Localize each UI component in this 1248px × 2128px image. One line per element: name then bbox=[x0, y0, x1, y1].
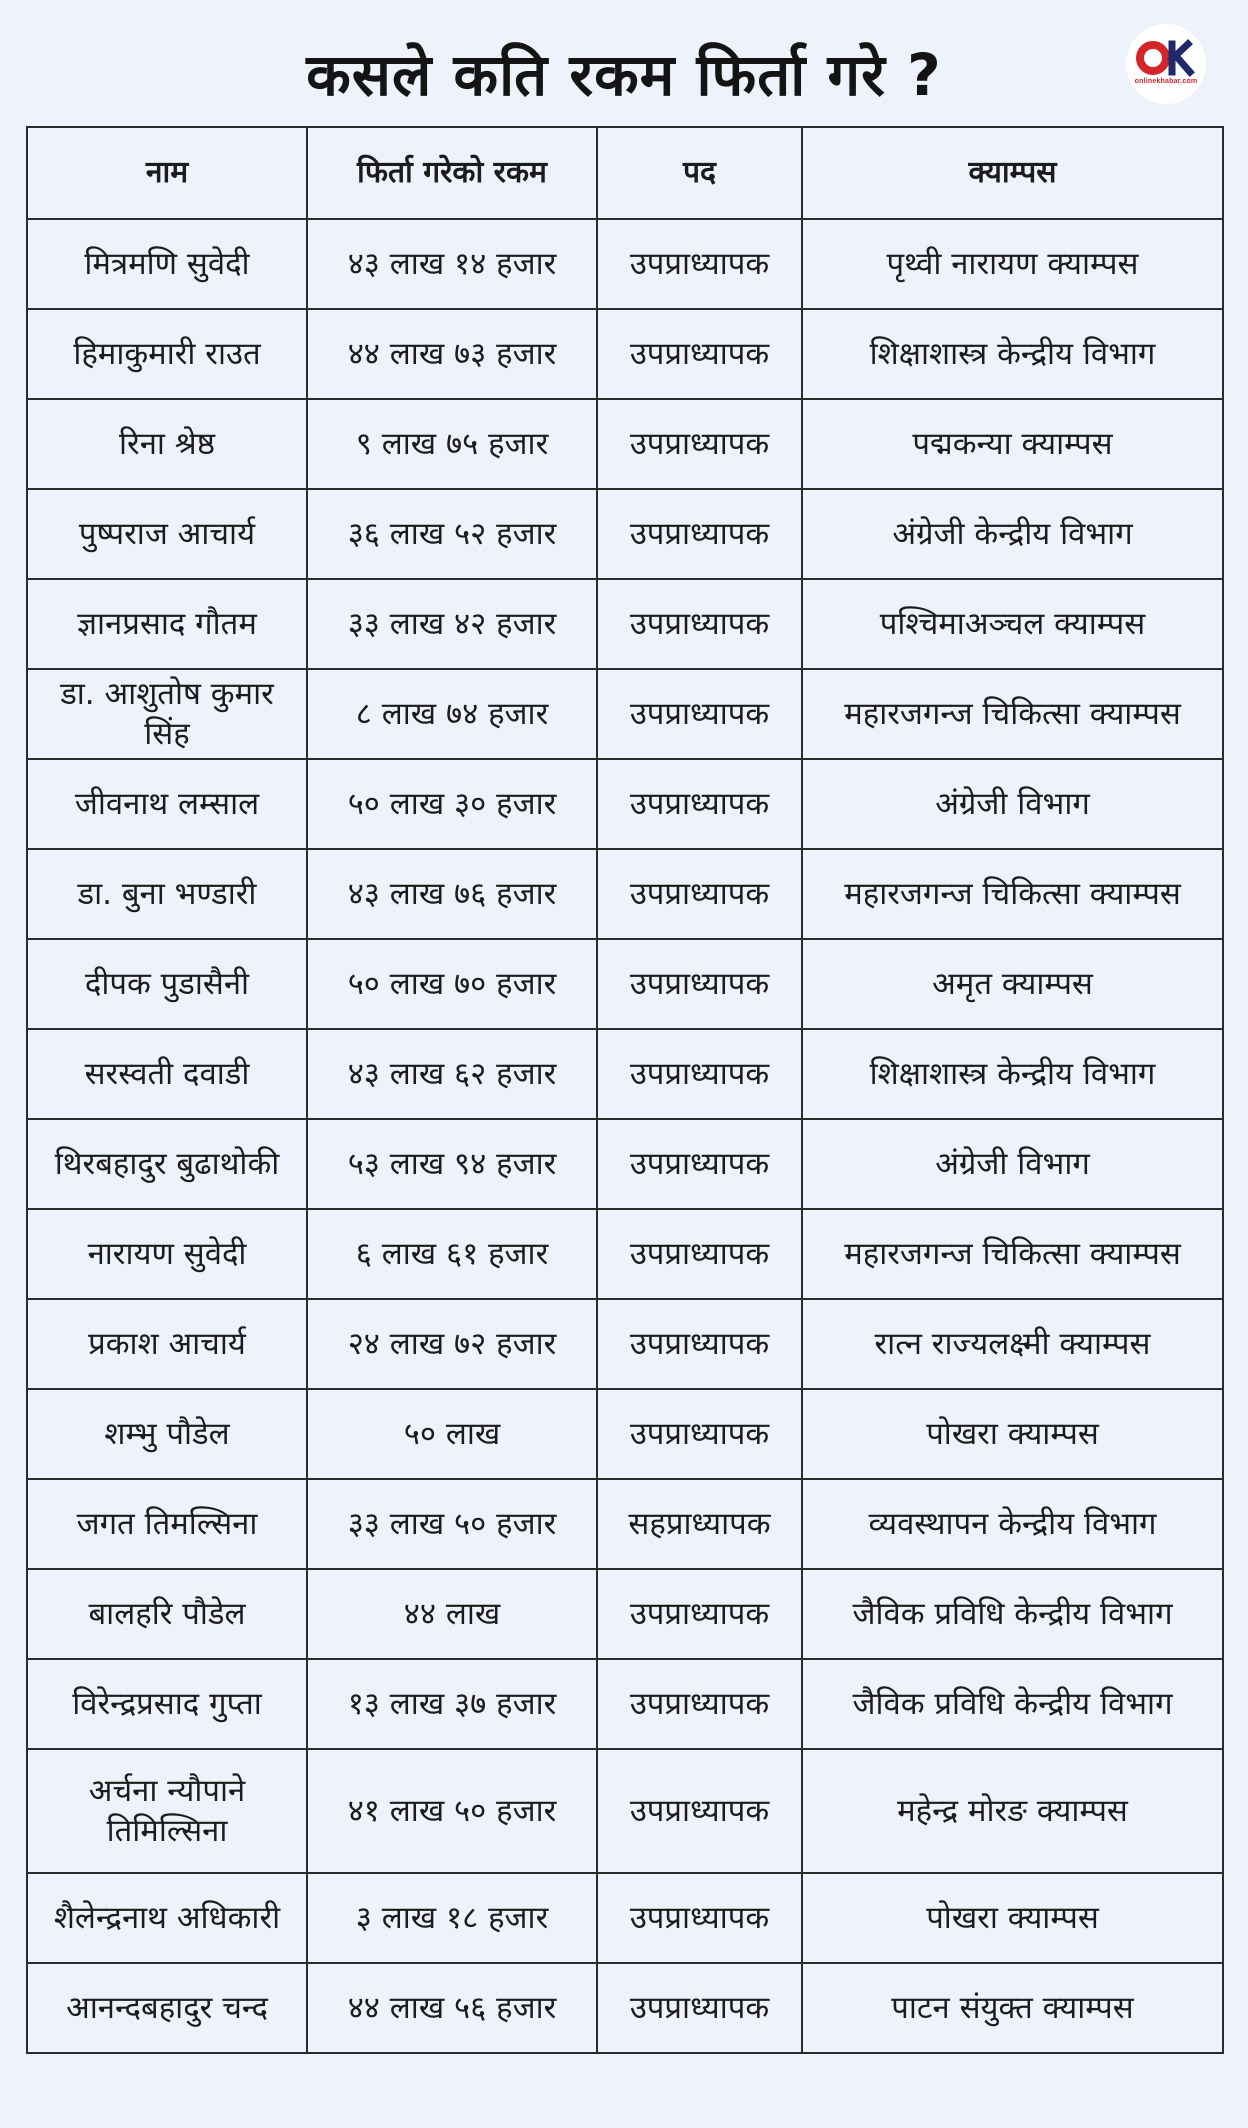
cell-amount: ४४ लाख ७३ हजार bbox=[307, 309, 597, 399]
table-row bbox=[27, 309, 1223, 399]
cell-campus: महारजगन्ज चिकित्सा क्याम्पस bbox=[802, 849, 1223, 939]
cell-position: उपप्राध्यापक bbox=[597, 1029, 802, 1119]
table-row bbox=[27, 1963, 1223, 2053]
table-row bbox=[27, 1659, 1223, 1749]
table-row bbox=[27, 1209, 1223, 1299]
cell-position: उपप्राध्यापक bbox=[597, 219, 802, 309]
ok-logo-icon bbox=[1136, 38, 1196, 78]
cell-name: प्रकाश आचार्य bbox=[27, 1299, 307, 1389]
cell-campus: पोखरा क्याम्पस bbox=[802, 1873, 1223, 1963]
table-row bbox=[27, 1119, 1223, 1209]
cell-campus: पोखरा क्याम्पस bbox=[802, 1389, 1223, 1479]
cell-name: मित्रमणि सुवेदी bbox=[27, 219, 307, 309]
cell-amount: ९ लाख ७५ हजार bbox=[307, 399, 597, 489]
cell-amount: ४३ लाख १४ हजार bbox=[307, 219, 597, 309]
cell-amount: ४४ लाख ५६ हजार bbox=[307, 1963, 597, 2053]
table-row bbox=[27, 579, 1223, 669]
table-row bbox=[27, 1479, 1223, 1569]
logo-brand-text: onlinekhabar.com bbox=[1134, 78, 1198, 85]
cell-amount: ५० लाख ३० हजार bbox=[307, 759, 597, 849]
cell-amount: ३३ लाख ४२ हजार bbox=[307, 579, 597, 669]
cell-name: हिमाकुमारी राउत bbox=[27, 309, 307, 399]
table-row bbox=[27, 939, 1223, 1029]
header-campus: क्याम्पस bbox=[802, 127, 1223, 219]
cell-amount: ५० लाख ७० हजार bbox=[307, 939, 597, 1029]
cell-amount: ५३ लाख ९४ हजार bbox=[307, 1119, 597, 1209]
table-row bbox=[27, 1389, 1223, 1479]
cell-amount: ६ लाख ६१ हजार bbox=[307, 1209, 597, 1299]
cell-amount: ५० लाख bbox=[307, 1389, 597, 1479]
cell-campus: अंग्रेजी विभाग bbox=[802, 759, 1223, 849]
cell-position: उपप्राध्यापक bbox=[597, 1569, 802, 1659]
cell-position: उपप्राध्यापक bbox=[597, 759, 802, 849]
cell-campus: महेन्द्र मोरङ क्याम्पस bbox=[802, 1749, 1223, 1873]
cell-campus: रात्न राज्यलक्ष्मी क्याम्पस bbox=[802, 1299, 1223, 1389]
cell-position: उपप्राध्यापक bbox=[597, 849, 802, 939]
cell-campus: अमृत क्याम्पस bbox=[802, 939, 1223, 1029]
cell-campus: पश्चिमाअञ्चल क्याम्पस bbox=[802, 579, 1223, 669]
cell-name: सरस्वती दवाडी bbox=[27, 1029, 307, 1119]
cell-position: उपप्राध्यापक bbox=[597, 399, 802, 489]
cell-campus: पृथ्वी नारायण क्याम्पस bbox=[802, 219, 1223, 309]
cell-campus: पाटन संयुक्त क्याम्पस bbox=[802, 1963, 1223, 2053]
table-row bbox=[27, 849, 1223, 939]
cell-name: शम्भु पौडेल bbox=[27, 1389, 307, 1479]
cell-position: उपप्राध्यापक bbox=[597, 1873, 802, 1963]
refund-table bbox=[26, 126, 1224, 2054]
cell-position: उपप्राध्यापक bbox=[597, 1749, 802, 1873]
cell-position: उपप्राध्यापक bbox=[597, 1389, 802, 1479]
header-name: नाम bbox=[27, 127, 307, 219]
cell-position: उपप्राध्यापक bbox=[597, 939, 802, 1029]
table-row bbox=[27, 399, 1223, 489]
table-row bbox=[27, 219, 1223, 309]
cell-name: दीपक पुडासैनी bbox=[27, 939, 307, 1029]
cell-position: उपप्राध्यापक bbox=[597, 1119, 802, 1209]
cell-name: विरेन्द्रप्रसाद गुप्ता bbox=[27, 1659, 307, 1749]
cell-amount: ८ लाख ७४ हजार bbox=[307, 669, 597, 759]
table-row bbox=[27, 489, 1223, 579]
cell-amount: ३ लाख १८ हजार bbox=[307, 1873, 597, 1963]
cell-position: उपप्राध्यापक bbox=[597, 669, 802, 759]
table-row bbox=[27, 1749, 1223, 1873]
table-row bbox=[27, 669, 1223, 759]
cell-amount: १३ लाख ३७ हजार bbox=[307, 1659, 597, 1749]
cell-campus: जैविक प्रविधि केन्द्रीय विभाग bbox=[802, 1569, 1223, 1659]
cell-name: जगत तिमल्सिना bbox=[27, 1479, 307, 1569]
cell-name: शैलेन्द्रनाथ अधिकारी bbox=[27, 1873, 307, 1963]
cell-amount: ३६ लाख ५२ हजार bbox=[307, 489, 597, 579]
cell-campus: पद्मकन्या क्याम्पस bbox=[802, 399, 1223, 489]
cell-campus: व्यवस्थापन केन्द्रीय विभाग bbox=[802, 1479, 1223, 1569]
cell-campus: जैविक प्रविधि केन्द्रीय विभाग bbox=[802, 1659, 1223, 1749]
cell-name: रिना श्रेष्ठ bbox=[27, 399, 307, 489]
header-amount: फिर्ता गरेको रकम bbox=[307, 127, 597, 219]
cell-name: जीवनाथ लम्साल bbox=[27, 759, 307, 849]
cell-position: उपप्राध्यापक bbox=[597, 489, 802, 579]
cell-position: उपप्राध्यापक bbox=[597, 1209, 802, 1299]
header-position: पद bbox=[597, 127, 802, 219]
cell-campus: अंग्रेजी विभाग bbox=[802, 1119, 1223, 1209]
cell-name: ज्ञानप्रसाद गौतम bbox=[27, 579, 307, 669]
cell-amount: ४४ लाख bbox=[307, 1569, 597, 1659]
page-title: कसले कति रकम फिर्ता गरे ? bbox=[306, 41, 942, 109]
cell-campus: महारजगन्ज चिकित्सा क्याम्पस bbox=[802, 669, 1223, 759]
table-row bbox=[27, 1569, 1223, 1659]
cell-campus: शिक्षाशास्त्र केन्द्रीय विभाग bbox=[802, 1029, 1223, 1119]
cell-amount: ३३ लाख ५० हजार bbox=[307, 1479, 597, 1569]
cell-name: थिरबहादुर बुढाथोकी bbox=[27, 1119, 307, 1209]
cell-campus: महारजगन्ज चिकित्सा क्याम्पस bbox=[802, 1209, 1223, 1299]
cell-name: डा. बुना भण्डारी bbox=[27, 849, 307, 939]
cell-name: अर्चना न्यौपाने तिमिल्सिना bbox=[27, 1749, 307, 1873]
cell-campus: शिक्षाशास्त्र केन्द्रीय विभाग bbox=[802, 309, 1223, 399]
cell-name: डा. आशुतोष कुमार सिंह bbox=[27, 669, 307, 759]
table-header-row bbox=[27, 127, 1223, 219]
cell-position: उपप्राध्यापक bbox=[597, 1963, 802, 2053]
onlinekhabar-logo bbox=[1126, 24, 1206, 104]
cell-campus: अंग्रेजी केन्द्रीय विभाग bbox=[802, 489, 1223, 579]
cell-amount: ४१ लाख ५० हजार bbox=[307, 1749, 597, 1873]
cell-name: बालहरि पौडेल bbox=[27, 1569, 307, 1659]
cell-name: पुष्पराज आचार्य bbox=[27, 489, 307, 579]
cell-position: सहप्राध्यापक bbox=[597, 1479, 802, 1569]
cell-position: उपप्राध्यापक bbox=[597, 1659, 802, 1749]
cell-amount: ४३ लाख ७६ हजार bbox=[307, 849, 597, 939]
cell-amount: २४ लाख ७२ हजार bbox=[307, 1299, 597, 1389]
cell-amount: ४३ लाख ६२ हजार bbox=[307, 1029, 597, 1119]
cell-position: उपप्राध्यापक bbox=[597, 579, 802, 669]
cell-position: उपप्राध्यापक bbox=[597, 309, 802, 399]
cell-position: उपप्राध्यापक bbox=[597, 1299, 802, 1389]
table-row bbox=[27, 1029, 1223, 1119]
table-row bbox=[27, 1873, 1223, 1963]
cell-name: आनन्दबहादुर चन्द bbox=[27, 1963, 307, 2053]
cell-name: नारायण सुवेदी bbox=[27, 1209, 307, 1299]
table-row bbox=[27, 759, 1223, 849]
table-row bbox=[27, 1299, 1223, 1389]
table-body bbox=[27, 219, 1223, 2053]
